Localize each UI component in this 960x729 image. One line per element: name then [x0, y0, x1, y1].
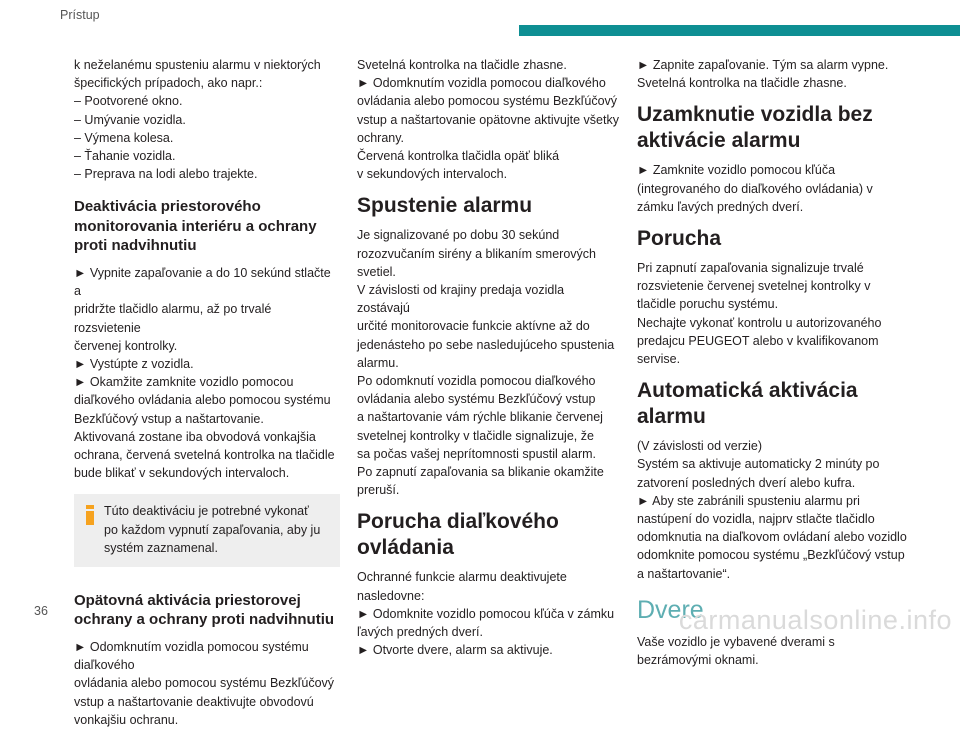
watermark: carmanualsonline.info: [678, 605, 952, 635]
text-line: zatvorení posledných dverí alebo kufra.: [637, 475, 856, 490]
text-line: nastúpení do vozidla, najprv stlačte tlačidlo: [637, 512, 875, 527]
text-line: – Výmena kolesa.: [74, 130, 174, 145]
paragraph: [74, 638, 340, 729]
text-line: svetiel.: [357, 264, 396, 279]
note-text: [84, 502, 330, 557]
text-line: Červená kontrolka tlačidla opäť bliká: [357, 149, 560, 164]
paragraph: [74, 264, 340, 482]
paragraph: [357, 568, 619, 659]
text-line: Aktivovaná zostane iba obvodová vonkajšia: [74, 429, 316, 444]
text-line: Svetelná kontrolka na tlačidle zhasne.: [357, 58, 567, 72]
paragraph: [637, 633, 909, 669]
heading-deactivation: [74, 197, 340, 256]
text-line: – Pootvorené okno.: [74, 94, 183, 109]
text-line: Ochranné funkcie alarmu deaktivujete: [357, 570, 567, 585]
page-number: 36: [34, 604, 48, 618]
text-line: ochrany a ochrany proti nadvihnutiu: [74, 611, 335, 629]
text-line: špecifických prípadoch, ako napr.:: [74, 76, 263, 91]
text-line: Vaše vozidlo je vybavené dverami s: [637, 634, 835, 649]
paragraph: [637, 161, 909, 216]
text-line: jedenásteho po sebe nasledujúceho spustenia: [357, 337, 615, 352]
text-line: aktivácie alarmu: [637, 129, 801, 153]
paragraph: [357, 226, 619, 499]
paragraph: [637, 56, 909, 92]
text-line: servise.: [637, 352, 681, 367]
text-line: – Ťahanie vozidla.: [74, 149, 176, 164]
text-line: preruší.: [357, 483, 400, 498]
text-line: vstup a naštartovanie deaktivujte obvodovú: [74, 694, 314, 709]
paragraph: [637, 437, 909, 583]
text-line: ovládania alebo systému Bezkľúčový vstup: [357, 392, 596, 407]
column-3: [637, 56, 909, 669]
text-line: ► Vypnite zapaľovanie a do 10 sekúnd stlačte a: [74, 265, 331, 299]
text-line: po každom vypnutí zapaľovania, aby ju: [104, 522, 321, 537]
text-line: Porucha diaľkového: [357, 510, 559, 534]
text-line: Túto deaktiváciu je potrebné vykonať: [104, 504, 309, 519]
paragraph: [357, 56, 619, 183]
text-line: bezrámovými oknami.: [637, 653, 759, 668]
text-line: k neželanému spusteniu alarmu v niektorých: [74, 58, 321, 72]
text-line: ľavých predných dverí.: [357, 625, 483, 640]
text-line: zámku ľavých predných dverí.: [637, 199, 804, 214]
text-line: Porucha: [637, 227, 722, 251]
text-line: tlačidle poruchu systému.: [637, 297, 779, 312]
text-line: Nechajte vykonať kontrolu u autorizovaného: [637, 315, 882, 330]
heading-remote-fault: [357, 509, 619, 561]
text-line: monitorovania interiéru a ochrany: [74, 217, 317, 235]
text-line: proti nadvihnutiu: [74, 237, 197, 255]
text-line: alarmu.: [357, 355, 399, 370]
text-line: ovládania alebo pomocou systému Bezkľúčový: [74, 676, 335, 691]
text-line: predajcu PEUGEOT alebo v kvalifikovanom: [637, 333, 879, 348]
text-line: ► Zapnite zapaľovanie. Tým sa alarm vypne.: [637, 58, 889, 72]
text-line: – Umývanie vozidla.: [74, 112, 186, 127]
text-line: a naštartovanie“.: [637, 566, 731, 581]
text-line: (integrovaného do diaľkového ovládania) v: [637, 181, 873, 196]
section-header: Prístup: [60, 8, 100, 22]
text-line: Opätovná aktivácia priestorovej: [74, 591, 301, 609]
text-line: pridržte tlačidlo alarmu, až po trvalé rozsvietenie: [74, 302, 272, 335]
text-line: ► Odomknutím vozidla pomocou systému diaľkového: [74, 639, 309, 673]
text-line: ► Otvorte dvere, alarm sa aktivuje.: [357, 643, 553, 658]
text-line: Systém sa aktivuje automaticky 2 minúty po: [637, 457, 880, 472]
text-line: rozozvučaním sirény a blikaním smerových: [357, 246, 596, 261]
header-accent-bar: [519, 25, 960, 36]
text-line: v sekundových intervaloch.: [357, 167, 508, 182]
text-line: Po odomknutí vozidla pomocou diaľkového: [357, 374, 596, 389]
text-line: – Preprava na lodi alebo trajekte.: [74, 167, 258, 182]
info-icon: [86, 505, 94, 525]
text-line: Po zapnutí zapaľovania sa blikanie okamžite: [357, 465, 604, 480]
text-line: Automatická aktivácia: [637, 379, 858, 403]
text-line: červenej kontrolky.: [74, 338, 178, 353]
heading-trigger: [357, 193, 619, 219]
text-line: Pri zapnutí zapaľovania signalizuje trvalé: [637, 261, 864, 276]
text-line: bude blikať v sekundových intervaloch.: [74, 466, 290, 481]
heading-fault: [637, 226, 909, 252]
text-line: ochrany.: [357, 130, 405, 145]
text-line: ► Aby ste zabránili spusteniu alarmu pri: [637, 493, 860, 508]
text-line: ► Okamžite zamknite vozidlo pomocou: [74, 375, 294, 390]
text-line: Deaktivácia priestorového: [74, 198, 261, 216]
text-line: diaľkového ovládania alebo pomocou systému: [74, 393, 331, 408]
column-2: [357, 56, 619, 659]
heading-lock-without-alarm: [637, 102, 909, 154]
paragraph: [637, 259, 909, 368]
text-line: systém zaznamenal.: [104, 540, 218, 555]
text-line: V závislosti od krajiny predaja vozidla zostávajú: [357, 283, 565, 316]
text-line: Spustenie alarmu: [357, 194, 533, 218]
text-line: Svetelná kontrolka na tlačidle zhasne.: [637, 76, 847, 91]
text-line: určité monitorovacie funkcie aktívne až do: [357, 319, 590, 334]
text-line: ► Vystúpte z vozidla.: [74, 356, 194, 371]
info-note: [74, 494, 340, 567]
text-line: nasledovne:: [357, 588, 425, 603]
text-line: Uzamknutie vozidla bez: [637, 103, 873, 127]
text-line: ovládania alebo pomocou systému Bezkľúčový: [357, 94, 618, 109]
text-line: alarmu: [637, 405, 706, 429]
text-line: odomknite pomocou systému „Bezkľúčový vstup: [637, 548, 905, 563]
text-line: Bezkľúčový vstup a naštartovanie.: [74, 411, 264, 426]
text-line: Je signalizované po dobu 30 sekúnd: [357, 228, 560, 243]
text-line: ► Odomknutím vozidla pomocou diaľkového: [357, 76, 606, 91]
column-1: [74, 56, 340, 729]
text-line: a naštartovanie vám rýchle blikanie červenej: [357, 410, 603, 425]
paragraph: [74, 56, 340, 183]
text-line: sa počas vašej neprítomnosti spustil alarm.: [357, 446, 596, 461]
heading-auto-activation: [637, 378, 909, 430]
text-line: rozsvietenie červenej svetelnej kontrolky v: [637, 279, 871, 294]
text-line: Dvere: [637, 595, 704, 624]
heading-reactivation: [74, 591, 340, 630]
text-line: odomknutia na diaľkovom ovládaní alebo vozidlo: [637, 530, 907, 545]
text-line: vstup a naštartovanie opätovne aktivujte všetky: [357, 112, 619, 127]
text-line: (V závislosti od verzie): [637, 439, 763, 454]
text-line: ochrana, červená svetelná kontrolka na tlačidle: [74, 447, 335, 462]
text-line: vonkajšiu ochranu.: [74, 712, 179, 727]
text-line: ► Odomknite vozidlo pomocou kľúča v zámku: [357, 606, 615, 621]
text-line: svetelnej kontrolky v tlačidle signalizuje, že: [357, 428, 594, 443]
text-line: ► Zamknite vozidlo pomocou kľúča: [637, 163, 836, 178]
text-line: ovládania: [357, 536, 454, 560]
